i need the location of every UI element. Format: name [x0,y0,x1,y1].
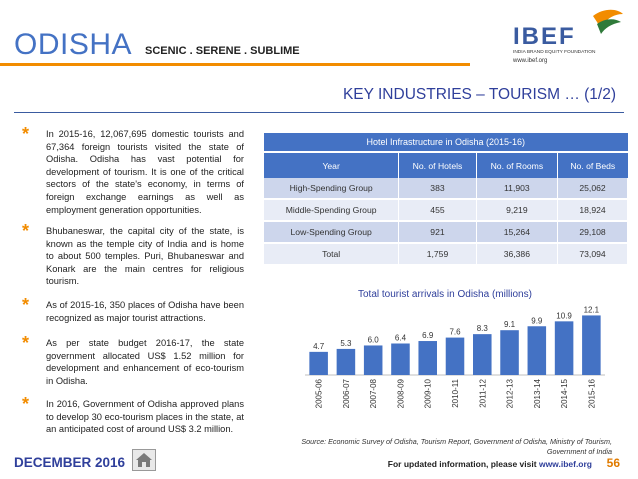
table-cell: High-Spending Group [264,178,399,199]
x-tick-label: 2011-12 [478,379,488,408]
chart-bar [528,326,547,375]
x-tick-label: 2010-11 [451,379,460,408]
bullet-item [22,333,244,387]
page-title: KEY INDUSTRIES – TOURISM … (1/2) [342,86,616,103]
bullet-text: In 2015-16, 12,067,695 domestic tourists and 67,364 foreign tourists visited the state of Odisha. Odisha has vast potential for development of tourism. It is one of the critical sectors of the state's economy, in terms of foreign exchange earnings as well as employment generation opportunities. [46,129,244,215]
table-row [264,243,628,265]
ibef-logo[interactable] [505,6,625,66]
table-caption: Hotel Infrastructure in Odisha (2015-16) [264,133,628,152]
footer-link[interactable]: www.ibef.org [538,459,592,469]
bar-data-label: 6.0 [367,335,379,345]
table-cell: Middle-Spending Group [264,199,399,221]
footer-text: For updated information, please visit [387,459,537,469]
chart-bar [582,315,601,375]
star-bullet-icon: * [22,221,30,241]
bar-data-label: 10.9 [556,311,572,321]
bullet-item [22,124,244,216]
column-header: No. of Hotels [399,152,476,178]
x-tick-label: 2005-06 [314,379,324,409]
chart-bar [555,321,574,375]
bar-data-label: 5.3 [340,338,352,348]
tagline: SCENIC . SERENE . SUBLIME [145,45,300,57]
table-cell: 921 [399,221,476,243]
table-cell: 25,062 [558,178,628,199]
bullet-text: As per state budget 2016-17, the state government allocated US$ 1.52 million for development and enhancement of eco-tourism in Odisha. [46,338,244,386]
bullet-item [22,394,244,436]
title-rule [14,112,624,113]
table-cell: Total [264,243,399,265]
chart-bar [309,352,328,375]
table-row [264,199,628,221]
bar-data-label: 9.9 [531,316,543,326]
chart-bar [446,338,465,375]
x-tick-label: 2007-08 [369,379,379,409]
bullet-text: Bhubaneswar, the capital city of the state, is known as the temple city of India and is home to about 500 temples. Puri, Bhubaneswar and Konark are the main centres for religious tourism. [46,226,244,287]
table-cell: Low-Spending Group [264,221,399,243]
chart-bar [418,341,437,375]
bar-data-label: 8.3 [476,324,488,334]
x-tick-label: 2015-16 [587,379,597,409]
chart-bar [391,343,410,375]
table-cell: 18,924 [558,199,628,221]
column-header: No. of Beds [558,152,628,178]
chart-bar [337,349,356,375]
page-number: 56 [606,456,620,470]
bullet-item [22,221,244,288]
table-cell: 11,903 [476,178,557,199]
bar-data-label: 7.6 [449,327,461,337]
table-row [264,221,628,243]
star-bullet-icon: * [22,394,30,414]
logo-url: www.ibef.org [513,58,548,64]
table-cell: 9,219 [476,199,557,221]
bullet-text: As of 2015-16, 350 places of Odisha have been recognized as major tourist attractions. [46,300,244,323]
bar-data-label: 12.1 [583,305,600,315]
bar-data-label: 9.1 [503,320,516,330]
table-cell: 36,386 [476,243,557,265]
x-tick-label: 2013-14 [532,379,542,409]
bullet-item [22,295,244,324]
hotel-infrastructure-table [264,133,628,266]
table-cell: 383 [399,178,476,199]
x-tick-label: 2009-10 [423,379,433,409]
star-bullet-icon: * [22,295,30,315]
bar-data-label: 4.7 [313,341,325,351]
table-cell: 29,108 [558,221,628,243]
footer-info [388,459,592,469]
table-cell: 455 [399,199,476,221]
x-tick-label: 2008-09 [396,379,406,409]
star-bullet-icon: * [22,124,30,144]
x-tick-label: 2006-07 [341,379,351,409]
column-header: No. of Rooms [476,152,557,178]
chart-bar [500,330,519,375]
header-rule [0,63,470,66]
footer-date: DECEMBER 2016 [14,455,126,470]
table-row [264,178,628,199]
table-cell: 1,759 [399,243,476,265]
table-cell: 15,264 [476,221,557,243]
logo-subtext: INDIA BRAND EQUITY FOUNDATION [513,50,596,55]
chart-bar [364,345,383,375]
logo-text: IBEF [513,23,576,50]
bullet-text: In 2016, Government of Odisha approved plans to develop 30 eco-tourism places in the state, at an anticipated cost of around US$ 3.2 million. [46,399,244,435]
bar-data-label: 6.9 [422,331,434,341]
source-note: Source: Economic Survey of Odisha, Tourism Report, Government of Odisha, Ministry of Tourism, Government of India [301,437,612,456]
x-tick-label: 2014-15 [560,379,570,409]
table-cell: 73,094 [558,243,628,265]
home-icon[interactable] [132,449,156,471]
star-bullet-icon: * [22,333,30,353]
chart-bar [473,334,492,375]
chart-title: Total tourist arrivals in Odisha (millions) [358,289,532,300]
x-tick-label: 2012-13 [505,379,515,409]
brand-name: ODISHA [14,28,133,61]
column-header: Year [264,152,399,178]
tourist-arrivals-chart [300,305,610,435]
bar-data-label: 6.4 [394,333,407,343]
